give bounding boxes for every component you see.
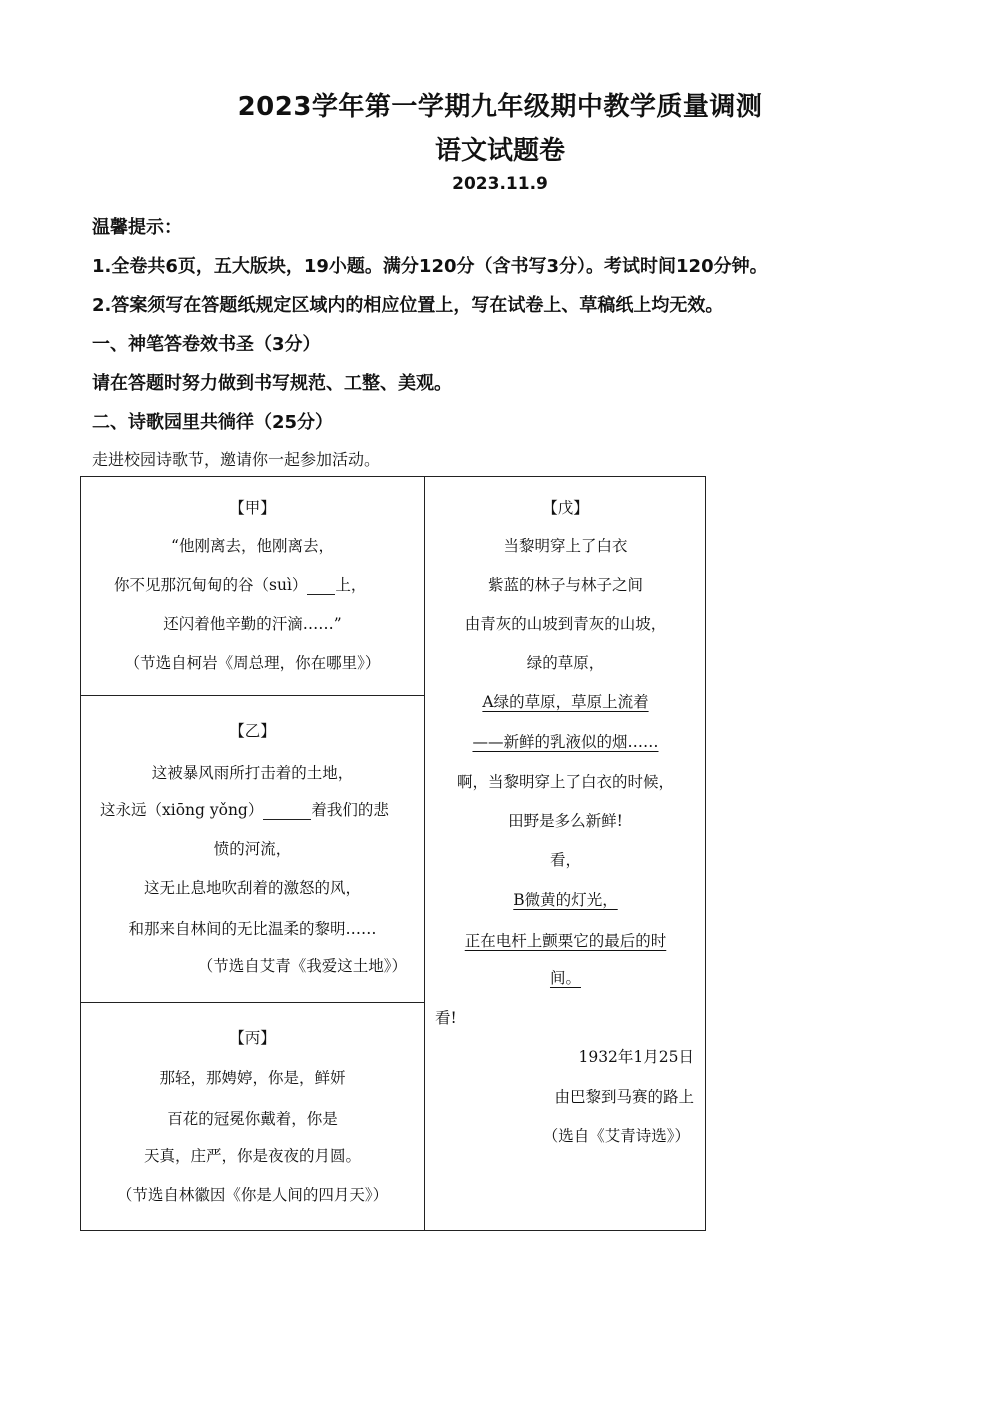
poem-jia-line-2a: 你不见那沉甸甸的谷（suì） bbox=[114, 576, 308, 594]
poem-jia-line-2 bbox=[114, 573, 366, 595]
poem-wu-line-6-underlined: ——新鲜的乳液似的烟…… bbox=[472, 733, 659, 751]
poem-yi-line-2 bbox=[100, 798, 389, 820]
poem-wu-line-11-underlined: 正在电杆上颤栗它的最后的时 bbox=[464, 932, 667, 950]
section1-text: 请在答题时努力做到书写规范、工整、美观。 bbox=[92, 373, 452, 394]
poem-jia-line-1: “他刚离去，他刚离去， bbox=[171, 537, 334, 555]
answer-blank-sui[interactable] bbox=[307, 578, 335, 595]
poem-bing-line-3: 天真，庄严，你是夜夜的月圆。 bbox=[143, 1147, 361, 1165]
poem-wu-place: 由巴黎到马赛的路上 bbox=[554, 1088, 694, 1106]
answer-blank-xiongyong[interactable] bbox=[263, 803, 311, 820]
poem-jia-line-3: 还闪着他辛勤的汗滴……” bbox=[163, 615, 342, 633]
poem-jia-line-2b: 上， bbox=[335, 576, 367, 594]
poem-bing-cell bbox=[80, 1002, 425, 1231]
poem-jia-cell bbox=[80, 476, 425, 695]
poem-bing-label: 【丙】 bbox=[229, 1029, 276, 1047]
poem-wu-line-9: 看， bbox=[549, 851, 581, 869]
poem-yi-line-2b: 着我们的悲 bbox=[311, 801, 389, 819]
poem-yi-cell bbox=[80, 695, 425, 1002]
poem-yi-line-5: 和那来自林间的无比温柔的黎明…… bbox=[128, 920, 377, 938]
poem-jia-source: （节选自柯岩《周总理，你在哪里》） bbox=[124, 654, 381, 672]
poem-bing-line-2: 百花的冠冕你戴着，你是 bbox=[167, 1110, 338, 1128]
exam-date: 2023.11.9 bbox=[452, 174, 548, 194]
poem-wu-line-5-underlined: A绿的草原，草原上流着 bbox=[482, 693, 649, 711]
poem-yi-line-1: 这被暴风雨所打击着的土地， bbox=[151, 764, 354, 782]
poem-wu-line-4: 绿的草原， bbox=[526, 654, 605, 672]
tips-heading: 温馨提示： bbox=[92, 217, 182, 238]
poem-yi-line-3: 愤的河流， bbox=[213, 840, 292, 858]
poem-wu-line-1: 当黎明穿上了白衣 bbox=[503, 537, 628, 555]
poem-wu-source: （选自《艾青诗选》） bbox=[542, 1127, 690, 1145]
poem-yi-line-4: 这无止息地吹刮着的激怒的风， bbox=[143, 879, 361, 897]
poem-wu-line-3: 由青灰的山坡到青灰的山坡， bbox=[464, 615, 667, 633]
poem-yi-line-2a: 这永远（xiōng yǒng） bbox=[100, 801, 264, 819]
poem-wu-line-2: 紫蓝的林子与林子之间 bbox=[487, 576, 643, 594]
poem-yi-label: 【乙】 bbox=[229, 722, 276, 740]
poem-wu-line-8: 田野是多么新鲜! bbox=[508, 812, 623, 830]
poem-wu-line-12-underlined: 间。 bbox=[549, 969, 581, 987]
poem-bing-source: （节选自林徽因《你是人间的四月天》） bbox=[116, 1186, 389, 1204]
poem-wu-line-7: 啊，当黎明穿上了白衣的时候， bbox=[456, 773, 674, 791]
poem-jia-label: 【甲】 bbox=[229, 499, 276, 517]
poem-wu-date: 1932年1月25日 bbox=[578, 1048, 694, 1066]
poem-yi-source: （节选自艾青《我爱这土地》） bbox=[197, 957, 407, 975]
section2-heading: 二、诗歌园里共徜徉（25分） bbox=[92, 412, 334, 433]
exam-title: 2023学年第一学期九年级期中教学质量调测 bbox=[237, 92, 763, 122]
poem-wu-cell bbox=[425, 476, 706, 1231]
poem-bing-line-1: 那轻，那娉婷，你是，鲜妍 bbox=[159, 1069, 346, 1087]
poem-wu-line-13: 看! bbox=[435, 1009, 457, 1027]
poem-wu-line-10-underlined: B微黄的灯光， bbox=[513, 891, 618, 909]
section2-intro: 走进校园诗歌节，邀请你一起参加活动。 bbox=[92, 450, 381, 469]
tips-item-2: 2.答案须写在答题纸规定区域内的相应位置上，写在试卷上、草稿纸上均无效。 bbox=[92, 295, 724, 316]
section1-heading: 一、神笔答卷效书圣（3分） bbox=[92, 334, 321, 355]
poem-wu-label: 【戊】 bbox=[542, 499, 589, 517]
exam-subtitle: 语文试题卷 bbox=[434, 136, 565, 166]
tips-item-1: 1.全卷共6页，五大版块，19小题。满分120分（含书写3分）。考试时间120分钟。 bbox=[92, 256, 768, 277]
